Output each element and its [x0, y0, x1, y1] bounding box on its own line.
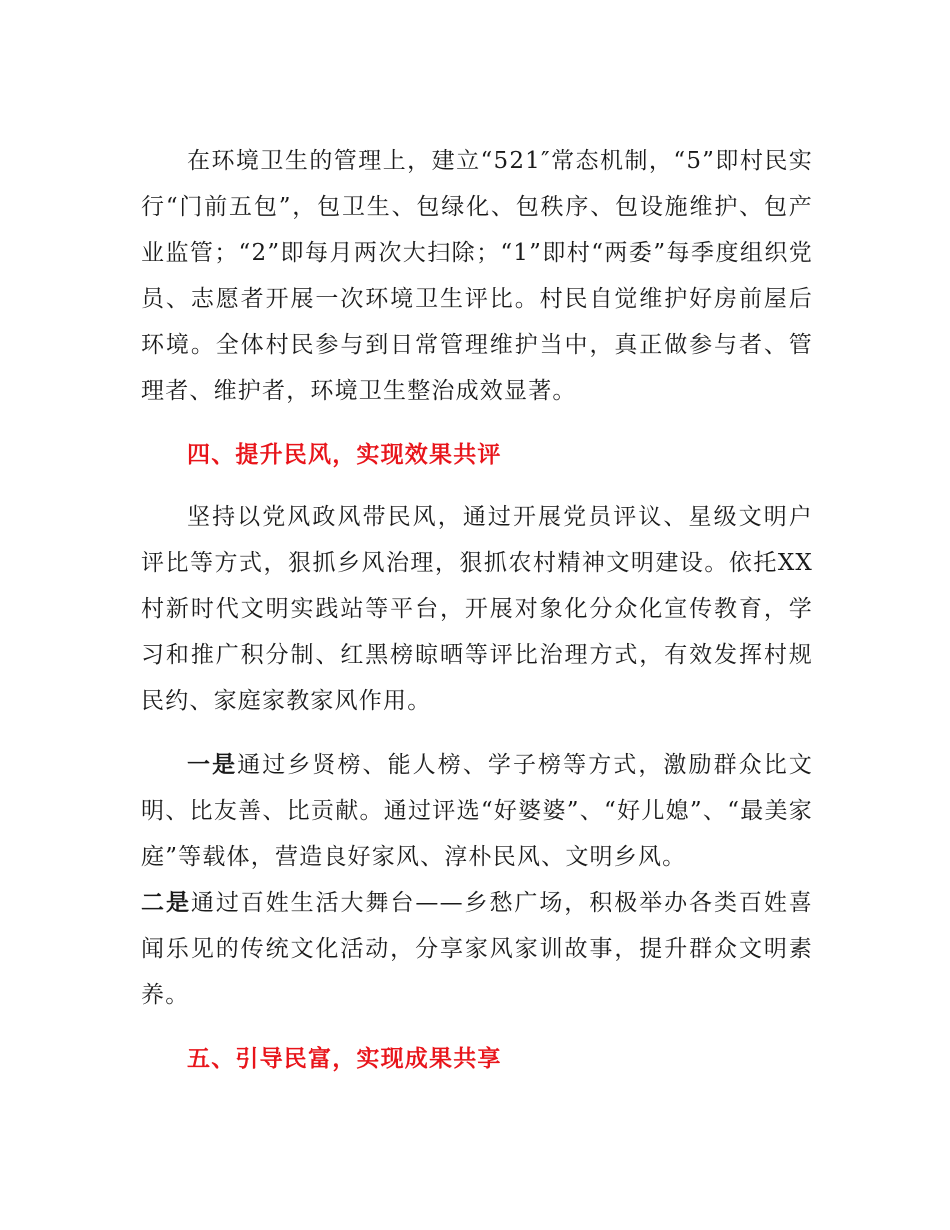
paragraph-civil-customs: 坚持以党风政风带民风，通过开展党员评议、星级文明户评比等方式，狠抓乡风治理，狠抓农村精神文明建设。依托XX村新时代文明实践站等平台，开展对象化分众化宣传教育，学习和推广积分制、红黑榜晾晒等评比治理方式，有效发挥村规民约、家庭家教家风作用。 — [141, 504, 813, 714]
point-1-label: 一是 — [187, 752, 238, 778]
section-heading-4: 四、提升民风，实现效果共评 — [187, 442, 502, 468]
section-heading-5: 五、引导民富，实现成果共享 — [187, 1046, 502, 1072]
paragraph-points — [141, 742, 813, 1018]
point-1-text: 通过乡贤榜、能人榜、学子榜等方式，激励群众比文明、比友善、比贡献。通过评选“好婆婆”、“好儿媳”、“最美家庭”等载体，营造良好家风、淳朴民风、文明乡风。 — [141, 752, 813, 870]
point-2-label: 二是 — [141, 890, 191, 916]
point-2-text: 通过百姓生活大舞台——乡愁广场，积极举办各类百姓喜闻乐见的传统文化活动，分享家风家训故事，提升群众文明素养。 — [141, 890, 813, 1008]
document-page — [141, 138, 813, 1082]
paragraph-environment-management: 在环境卫生的管理上，建立“521″常态机制，“5”即村民实行“门前五包”，包卫生、包绿化、包秩序、包设施维护、包产业监管；“2”即每月两次大扫除；“1”即村“两委”每季度组织党员、志愿者开展一次环境卫生评比。村民自觉维护好房前屋后环境。全体村民参与到日常管理维护当中，真正做参与者、管理者、维护者，环境卫生整治成效显著。 — [141, 148, 813, 404]
